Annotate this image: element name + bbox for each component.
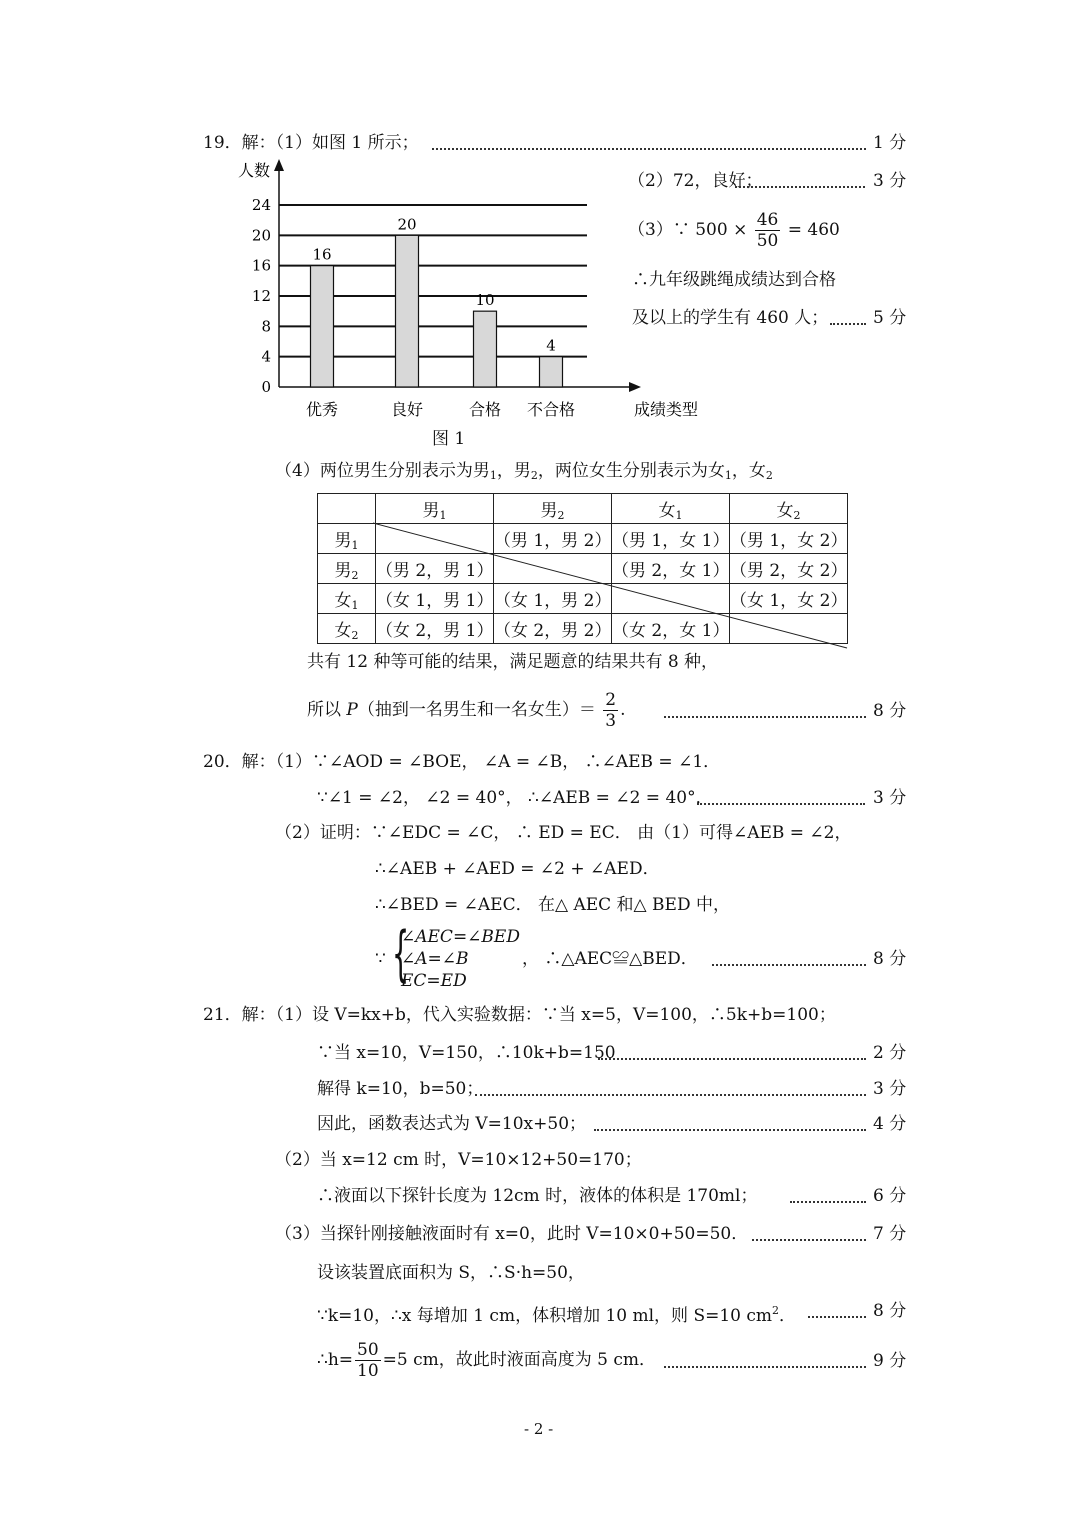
q21-line2: ∵当 x=10，V=150，∴10k+b=150: [317, 1043, 616, 1063]
y-tick-label: 12: [251, 287, 271, 305]
text: ∴h=: [317, 1350, 354, 1370]
score-q21-9: 8 分: [873, 1301, 907, 1321]
text: 女: [658, 500, 676, 521]
y-tick-label: 24: [251, 196, 271, 214]
subscript: 1: [351, 538, 359, 552]
score-q21-6: 6 分: [873, 1186, 907, 1206]
leader-dots: [697, 803, 865, 805]
bar: [474, 311, 497, 387]
y-tick-label: 0: [261, 378, 271, 396]
superscript: 2: [772, 1304, 780, 1317]
y-tick-label: 16: [251, 256, 271, 275]
table-header-row: [318, 494, 848, 524]
score-q19-3: 5 分: [873, 308, 907, 328]
subscript: 1: [439, 508, 447, 522]
fraction-numerator: 50: [357, 1340, 379, 1360]
score-q20-2: 8 分: [873, 949, 907, 969]
x-tick-label: 不合格: [526, 400, 576, 419]
q19-part3-formula: [628, 208, 840, 252]
leader-dots: [432, 148, 866, 150]
score-q21-4: 4 分: [873, 1114, 907, 1134]
system-eq-3: EC=ED: [401, 971, 467, 991]
table-cell: （女 1，男 2）: [494, 584, 612, 614]
bar: [396, 235, 419, 387]
data-label: 4: [546, 336, 556, 355]
score-q19-2: 3 分: [873, 171, 907, 191]
table-header-cell: [612, 494, 730, 524]
table-corner-cell: [318, 494, 376, 524]
q21-line6: ∴液面以下探针长度为 12cm 时，液体的体积是 170ml；: [317, 1186, 758, 1206]
leader-dots: [790, 1201, 866, 1203]
subscript: 1: [675, 508, 683, 522]
x-tick-label: 良好: [390, 400, 424, 419]
leader-dots: [475, 1094, 866, 1096]
q20-conclusion: ， ∴△AEC≌△BED．: [522, 949, 698, 969]
q19-part4: [275, 460, 773, 487]
data-label: 10: [475, 291, 495, 310]
table-cell: （男 2，女 1）: [612, 554, 730, 584]
q19-heading: 19．解：（1）如图 1 所示；: [203, 133, 419, 153]
table-header-cell: [730, 494, 848, 524]
system-eq-2: ∠A=∠B: [401, 949, 469, 969]
q21-line7: （3）当探针刚接触液面时有 x=0，此时 V=10×0+50=50．: [275, 1224, 749, 1244]
text: 女: [334, 590, 352, 611]
subscript: 2: [557, 508, 565, 522]
score-q21-10: 9 分: [873, 1351, 907, 1371]
text: ，两位女生分别表示为女: [537, 461, 725, 481]
text: （4）两位男生分别表示为男: [275, 461, 490, 481]
fraction-numerator: 2: [605, 690, 617, 710]
text: .: [620, 700, 626, 720]
q21-line8: 设该装置底面积为 S，∴S·h=50，: [317, 1263, 585, 1283]
y-tick-label: 20: [251, 226, 271, 245]
x-tick-label: 合格: [468, 400, 502, 419]
leader-dots: [594, 1129, 866, 1131]
y-axis-arrow: [274, 159, 284, 171]
because-symbol: ∵: [375, 949, 386, 969]
leader-dots: [664, 1366, 866, 1368]
row-head-cell: [318, 554, 376, 584]
fraction-numerator: 46: [756, 210, 779, 230]
text: ∵k=10，∴x 每增加 1 cm，体积增加 10 ml，则 S=10 cm: [317, 1306, 773, 1326]
q21-line1: 21．解：（1）设 V=kx+b，代入实验数据：∵当 x=5，V=100，∴5k+b=100；: [203, 1005, 836, 1025]
q20-line5: ∴∠BED = ∠AEC． 在△ AEC 和△ BED 中，: [375, 895, 730, 915]
text: 男: [540, 500, 558, 521]
text: 女: [776, 500, 794, 521]
score-q20-1: 3 分: [873, 788, 907, 808]
q21-line9: [317, 1300, 796, 1327]
table-header-cell: [376, 494, 494, 524]
text: ．: [779, 1306, 797, 1326]
q21-line5: （2）当 x=12 cm 时，V=10×12+50=170；: [275, 1150, 642, 1170]
fraction-denominator: 10: [357, 1361, 379, 1381]
q20-line4: ∴∠AEB + ∠AED = ∠2 + ∠AED．: [375, 859, 660, 879]
table-cell: （男 1，男 2）: [494, 524, 612, 554]
subscript: 1: [724, 469, 732, 482]
text: ，男: [496, 461, 531, 481]
subscript: 2: [351, 568, 359, 582]
q19-part2: （2）72，良好；: [628, 171, 763, 191]
table-cell: （男 2，男 1）: [376, 554, 494, 584]
bar: [311, 266, 334, 387]
score-q21-2: 2 分: [873, 1043, 907, 1063]
table-cell: （女 1，女 2）: [730, 584, 848, 614]
left-brace: {: [392, 919, 410, 989]
q20-line1: 20．解：（1）∵∠AOD = ∠BOE， ∠A = ∠B， ∴∠AEB = ∠1．: [203, 752, 721, 772]
q21-line10: [317, 1338, 656, 1382]
bar: [540, 357, 563, 387]
leader-dots: [598, 1058, 866, 1060]
leader-dots: [752, 1239, 866, 1241]
score-q19-1: 1 分: [873, 133, 907, 153]
y-tick-label: 4: [261, 347, 271, 366]
text: 所以: [307, 700, 341, 720]
leader-dots: [808, 1316, 866, 1318]
subscript: 2: [793, 508, 801, 522]
table-cell: （女 2，男 1）: [376, 614, 494, 644]
fraction-denominator: 50: [756, 231, 779, 251]
q19-probability: [307, 688, 626, 732]
leader-dots: [712, 964, 866, 966]
subscript: 1: [351, 598, 359, 612]
text: （抽到一名男生和一名女生）＝: [357, 700, 596, 720]
page-number: - 2 -: [524, 1420, 554, 1438]
q21-line3: 解得 k=10，b=50；: [317, 1079, 484, 1099]
fraction-denominator: 3: [605, 711, 617, 731]
table-cell: （女 2，女 1）: [612, 614, 730, 644]
data-label: 16: [312, 245, 332, 264]
leader-dots: [735, 186, 865, 188]
table-cell: （女 2，男 2）: [494, 614, 612, 644]
q19-result-line: 共有 12 种等可能的结果，满足题意的结果共有 8 种，: [307, 652, 719, 672]
data-label: 20: [397, 215, 417, 234]
system-eq-1: ∠AEC=∠BED: [401, 927, 520, 947]
subscript: 2: [765, 469, 773, 482]
row-head-cell: [318, 614, 376, 644]
text: 女: [334, 620, 352, 641]
subscript: 1: [489, 469, 497, 482]
table-cell: （女 1，男 1）: [376, 584, 494, 614]
text: =5 cm，故此时液面高度为 5 cm．: [382, 1350, 657, 1370]
table-diagonal-line: [373, 523, 848, 649]
text: 男: [334, 530, 352, 551]
x-axis-arrow: [629, 382, 641, 392]
fraction: [755, 210, 781, 251]
text: ，女: [731, 461, 766, 481]
table-cell: （男 1，女 1）: [612, 524, 730, 554]
q20-line3: （2）证明：∵∠EDC = ∠C， ∴ ED = EC． 由（1）可得∠AEB = ∠2，: [275, 823, 852, 843]
subscript: 2: [351, 628, 359, 642]
score-q21-7: 7 分: [873, 1224, 907, 1244]
q19-part3-line2: ∴九年级跳绳成绩达到合格: [632, 270, 836, 290]
row-head-cell: [318, 524, 376, 554]
score-q21-3: 3 分: [873, 1079, 907, 1099]
figure-caption: 图 1: [432, 429, 466, 449]
formula-suffix: = 460: [787, 220, 840, 240]
leader-dots: [664, 716, 866, 718]
table-header-cell: [494, 494, 612, 524]
y-tick-label: 8: [261, 317, 271, 336]
table-cell: （男 1，女 2）: [730, 524, 848, 554]
leader-dots: [830, 323, 866, 325]
row-head-cell: [318, 584, 376, 614]
text: 男: [334, 560, 352, 581]
q21-line4: 因此，函数表达式为 V=10x+50；: [317, 1114, 587, 1134]
q20-line2: ∵∠1 = ∠2， ∠2 = 40°， ∴∠AEB = ∠2 = 40°．: [317, 788, 713, 808]
x-tick-label: 优秀: [305, 400, 339, 419]
table-cell: （男 2，女 2）: [730, 554, 848, 584]
formula-prefix: （3）∵ 500 ×: [628, 220, 748, 240]
variable: P: [346, 700, 358, 720]
q19-part3-line3: 及以上的学生有 460 人；: [632, 308, 829, 328]
score-q19-4: 8 分: [873, 701, 907, 721]
y-axis-label: 人数: [238, 161, 271, 180]
fraction: [355, 1340, 381, 1381]
subscript: 2: [530, 469, 538, 482]
fraction: [603, 690, 618, 731]
x-axis-label: 成绩类型: [634, 400, 699, 419]
text: 男: [422, 500, 440, 521]
